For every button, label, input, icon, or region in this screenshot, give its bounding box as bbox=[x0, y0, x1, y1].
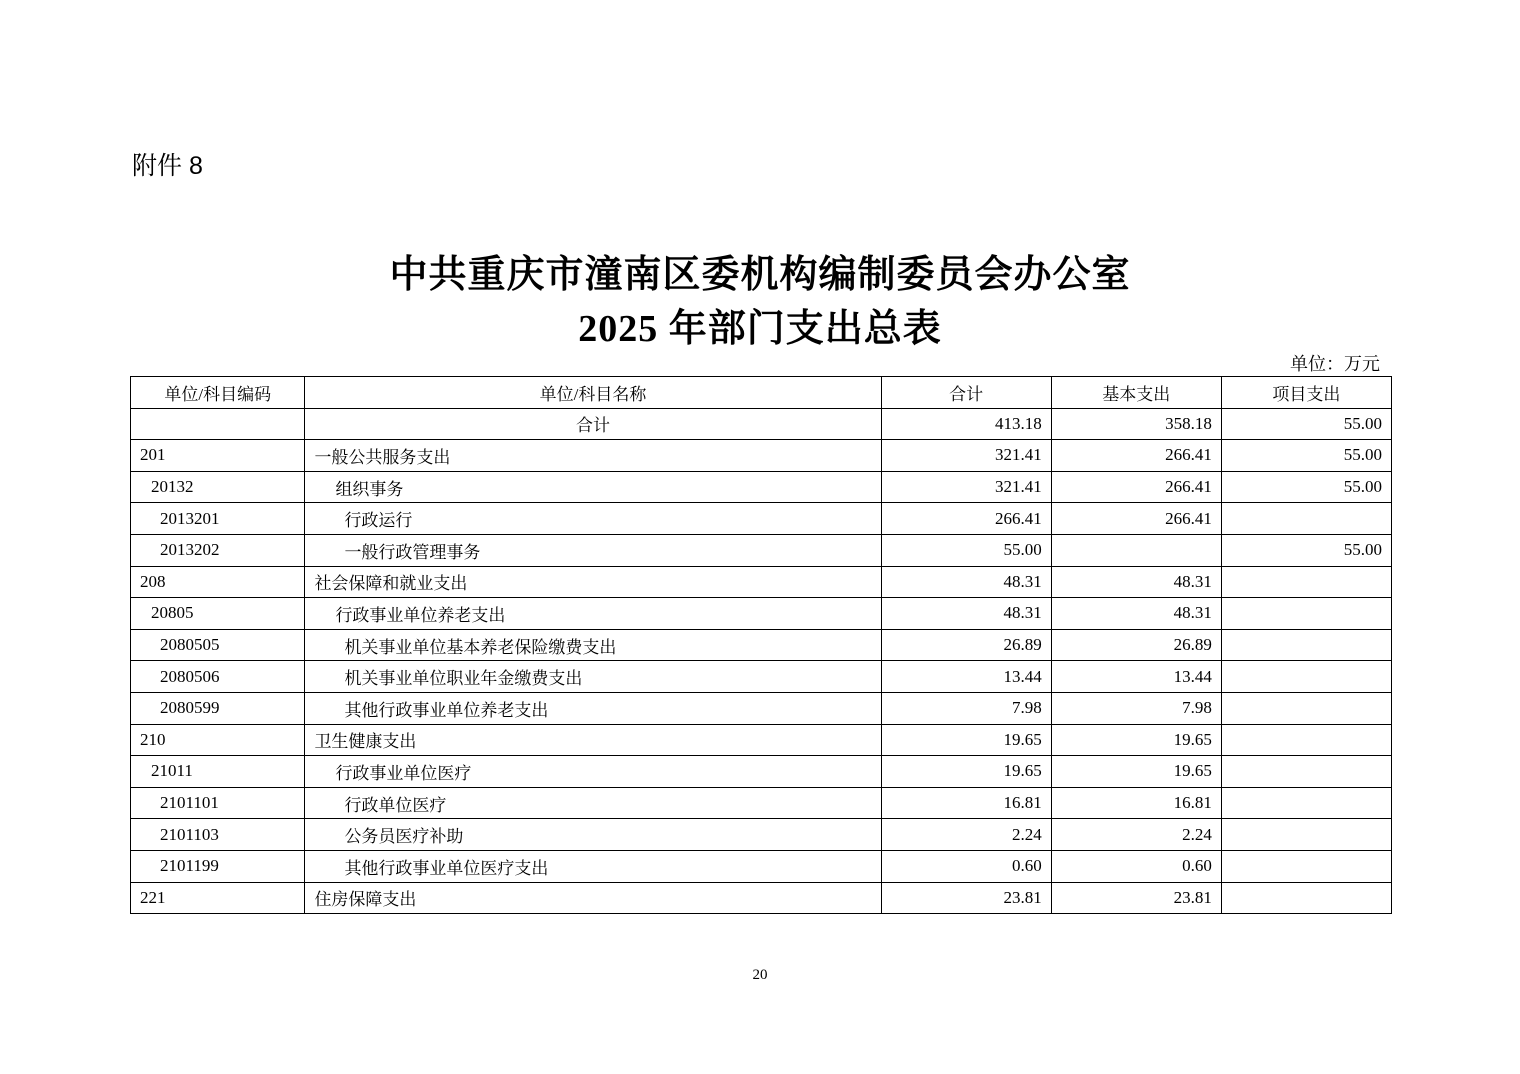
header-project: 项目支出 bbox=[1221, 377, 1391, 409]
cell-code: 2013202 bbox=[131, 534, 305, 566]
cell-name: 行政事业单位养老支出 bbox=[305, 598, 881, 630]
cell-basic: 19.65 bbox=[1051, 756, 1221, 788]
cell-name: 机关事业单位职业年金缴费支出 bbox=[305, 661, 881, 693]
cell-name: 行政单位医疗 bbox=[305, 787, 881, 819]
cell-code: 21011 bbox=[131, 756, 305, 788]
cell-basic: 266.41 bbox=[1051, 440, 1221, 472]
cell-project bbox=[1221, 692, 1391, 724]
cell-code bbox=[131, 408, 305, 440]
cell-code: 2101199 bbox=[131, 850, 305, 882]
table-total-row bbox=[131, 408, 1392, 440]
cell-name: 组织事务 bbox=[305, 471, 881, 503]
table-row bbox=[131, 850, 1392, 882]
cell-basic: 26.89 bbox=[1051, 629, 1221, 661]
cell-basic: 358.18 bbox=[1051, 408, 1221, 440]
cell-total: 0.60 bbox=[881, 850, 1051, 882]
cell-code: 2013201 bbox=[131, 503, 305, 535]
cell-total: 266.41 bbox=[881, 503, 1051, 535]
cell-project bbox=[1221, 787, 1391, 819]
unit-label: 单位：万元 bbox=[1290, 354, 1380, 374]
cell-project bbox=[1221, 598, 1391, 630]
cell-basic: 7.98 bbox=[1051, 692, 1221, 724]
table-row bbox=[131, 787, 1392, 819]
cell-code: 2080599 bbox=[131, 692, 305, 724]
attachment-label: 附件 8 bbox=[132, 152, 203, 180]
cell-code: 208 bbox=[131, 566, 305, 598]
table-row bbox=[131, 661, 1392, 693]
cell-name: 住房保障支出 bbox=[305, 882, 881, 914]
table-row bbox=[131, 819, 1392, 851]
table-row bbox=[131, 471, 1392, 503]
cell-project bbox=[1221, 819, 1391, 851]
cell-basic: 23.81 bbox=[1051, 882, 1221, 914]
header-code: 单位/科目编码 bbox=[131, 377, 305, 409]
cell-total: 413.18 bbox=[881, 408, 1051, 440]
cell-basic: 16.81 bbox=[1051, 787, 1221, 819]
cell-name: 公务员医疗补助 bbox=[305, 819, 881, 851]
cell-name: 社会保障和就业支出 bbox=[305, 566, 881, 598]
cell-basic: 266.41 bbox=[1051, 503, 1221, 535]
cell-code: 2101103 bbox=[131, 819, 305, 851]
cell-basic: 2.24 bbox=[1051, 819, 1221, 851]
cell-code: 20132 bbox=[131, 471, 305, 503]
table-header-row bbox=[131, 377, 1392, 409]
table-row bbox=[131, 882, 1392, 914]
cell-code: 210 bbox=[131, 724, 305, 756]
cell-basic: 0.60 bbox=[1051, 850, 1221, 882]
cell-project: 55.00 bbox=[1221, 440, 1391, 472]
table-row bbox=[131, 566, 1392, 598]
cell-code: 2080505 bbox=[131, 629, 305, 661]
cell-total: 7.98 bbox=[881, 692, 1051, 724]
cell-total: 13.44 bbox=[881, 661, 1051, 693]
table-row bbox=[131, 724, 1392, 756]
header-basic: 基本支出 bbox=[1051, 377, 1221, 409]
page-title-line2: 2025 年部门支出总表 bbox=[578, 308, 942, 350]
cell-project bbox=[1221, 850, 1391, 882]
table-row bbox=[131, 629, 1392, 661]
table-row bbox=[131, 756, 1392, 788]
cell-basic bbox=[1051, 534, 1221, 566]
cell-basic: 48.31 bbox=[1051, 566, 1221, 598]
cell-total: 321.41 bbox=[881, 471, 1051, 503]
cell-name: 机关事业单位基本养老保险缴费支出 bbox=[305, 629, 881, 661]
table-row bbox=[131, 440, 1392, 472]
cell-name: 其他行政事业单位养老支出 bbox=[305, 692, 881, 724]
cell-name: 一般公共服务支出 bbox=[305, 440, 881, 472]
cell-total: 19.65 bbox=[881, 724, 1051, 756]
cell-basic: 266.41 bbox=[1051, 471, 1221, 503]
table-row bbox=[131, 534, 1392, 566]
cell-total: 55.00 bbox=[881, 534, 1051, 566]
table-row bbox=[131, 692, 1392, 724]
cell-code: 221 bbox=[131, 882, 305, 914]
cell-project: 55.00 bbox=[1221, 534, 1391, 566]
cell-basic: 19.65 bbox=[1051, 724, 1221, 756]
cell-project: 55.00 bbox=[1221, 471, 1391, 503]
cell-name: 一般行政管理事务 bbox=[305, 534, 881, 566]
cell-project: 55.00 bbox=[1221, 408, 1391, 440]
cell-total: 16.81 bbox=[881, 787, 1051, 819]
cell-total: 23.81 bbox=[881, 882, 1051, 914]
cell-project bbox=[1221, 661, 1391, 693]
cell-basic: 13.44 bbox=[1051, 661, 1221, 693]
header-name: 单位/科目名称 bbox=[305, 377, 881, 409]
cell-total: 321.41 bbox=[881, 440, 1051, 472]
cell-total: 26.89 bbox=[881, 629, 1051, 661]
expenditure-table bbox=[130, 376, 1392, 914]
cell-project bbox=[1221, 629, 1391, 661]
cell-code: 2080506 bbox=[131, 661, 305, 693]
cell-project bbox=[1221, 882, 1391, 914]
cell-total: 48.31 bbox=[881, 566, 1051, 598]
table-row bbox=[131, 598, 1392, 630]
cell-total: 48.31 bbox=[881, 598, 1051, 630]
cell-basic: 48.31 bbox=[1051, 598, 1221, 630]
cell-name: 行政事业单位医疗 bbox=[305, 756, 881, 788]
header-total: 合计 bbox=[881, 377, 1051, 409]
cell-name: 合计 bbox=[305, 408, 881, 440]
page-number: 20 bbox=[752, 967, 768, 983]
cell-project bbox=[1221, 566, 1391, 598]
cell-project bbox=[1221, 724, 1391, 756]
cell-code: 20805 bbox=[131, 598, 305, 630]
cell-name: 其他行政事业单位医疗支出 bbox=[305, 850, 881, 882]
cell-total: 19.65 bbox=[881, 756, 1051, 788]
table-row bbox=[131, 503, 1392, 535]
cell-project bbox=[1221, 503, 1391, 535]
cell-name: 卫生健康支出 bbox=[305, 724, 881, 756]
cell-name: 行政运行 bbox=[305, 503, 881, 535]
cell-total: 2.24 bbox=[881, 819, 1051, 851]
cell-code: 2101101 bbox=[131, 787, 305, 819]
page-title-line1: 中共重庆市潼南区委机构编制委员会办公室 bbox=[389, 254, 1131, 296]
cell-code: 201 bbox=[131, 440, 305, 472]
cell-project bbox=[1221, 756, 1391, 788]
